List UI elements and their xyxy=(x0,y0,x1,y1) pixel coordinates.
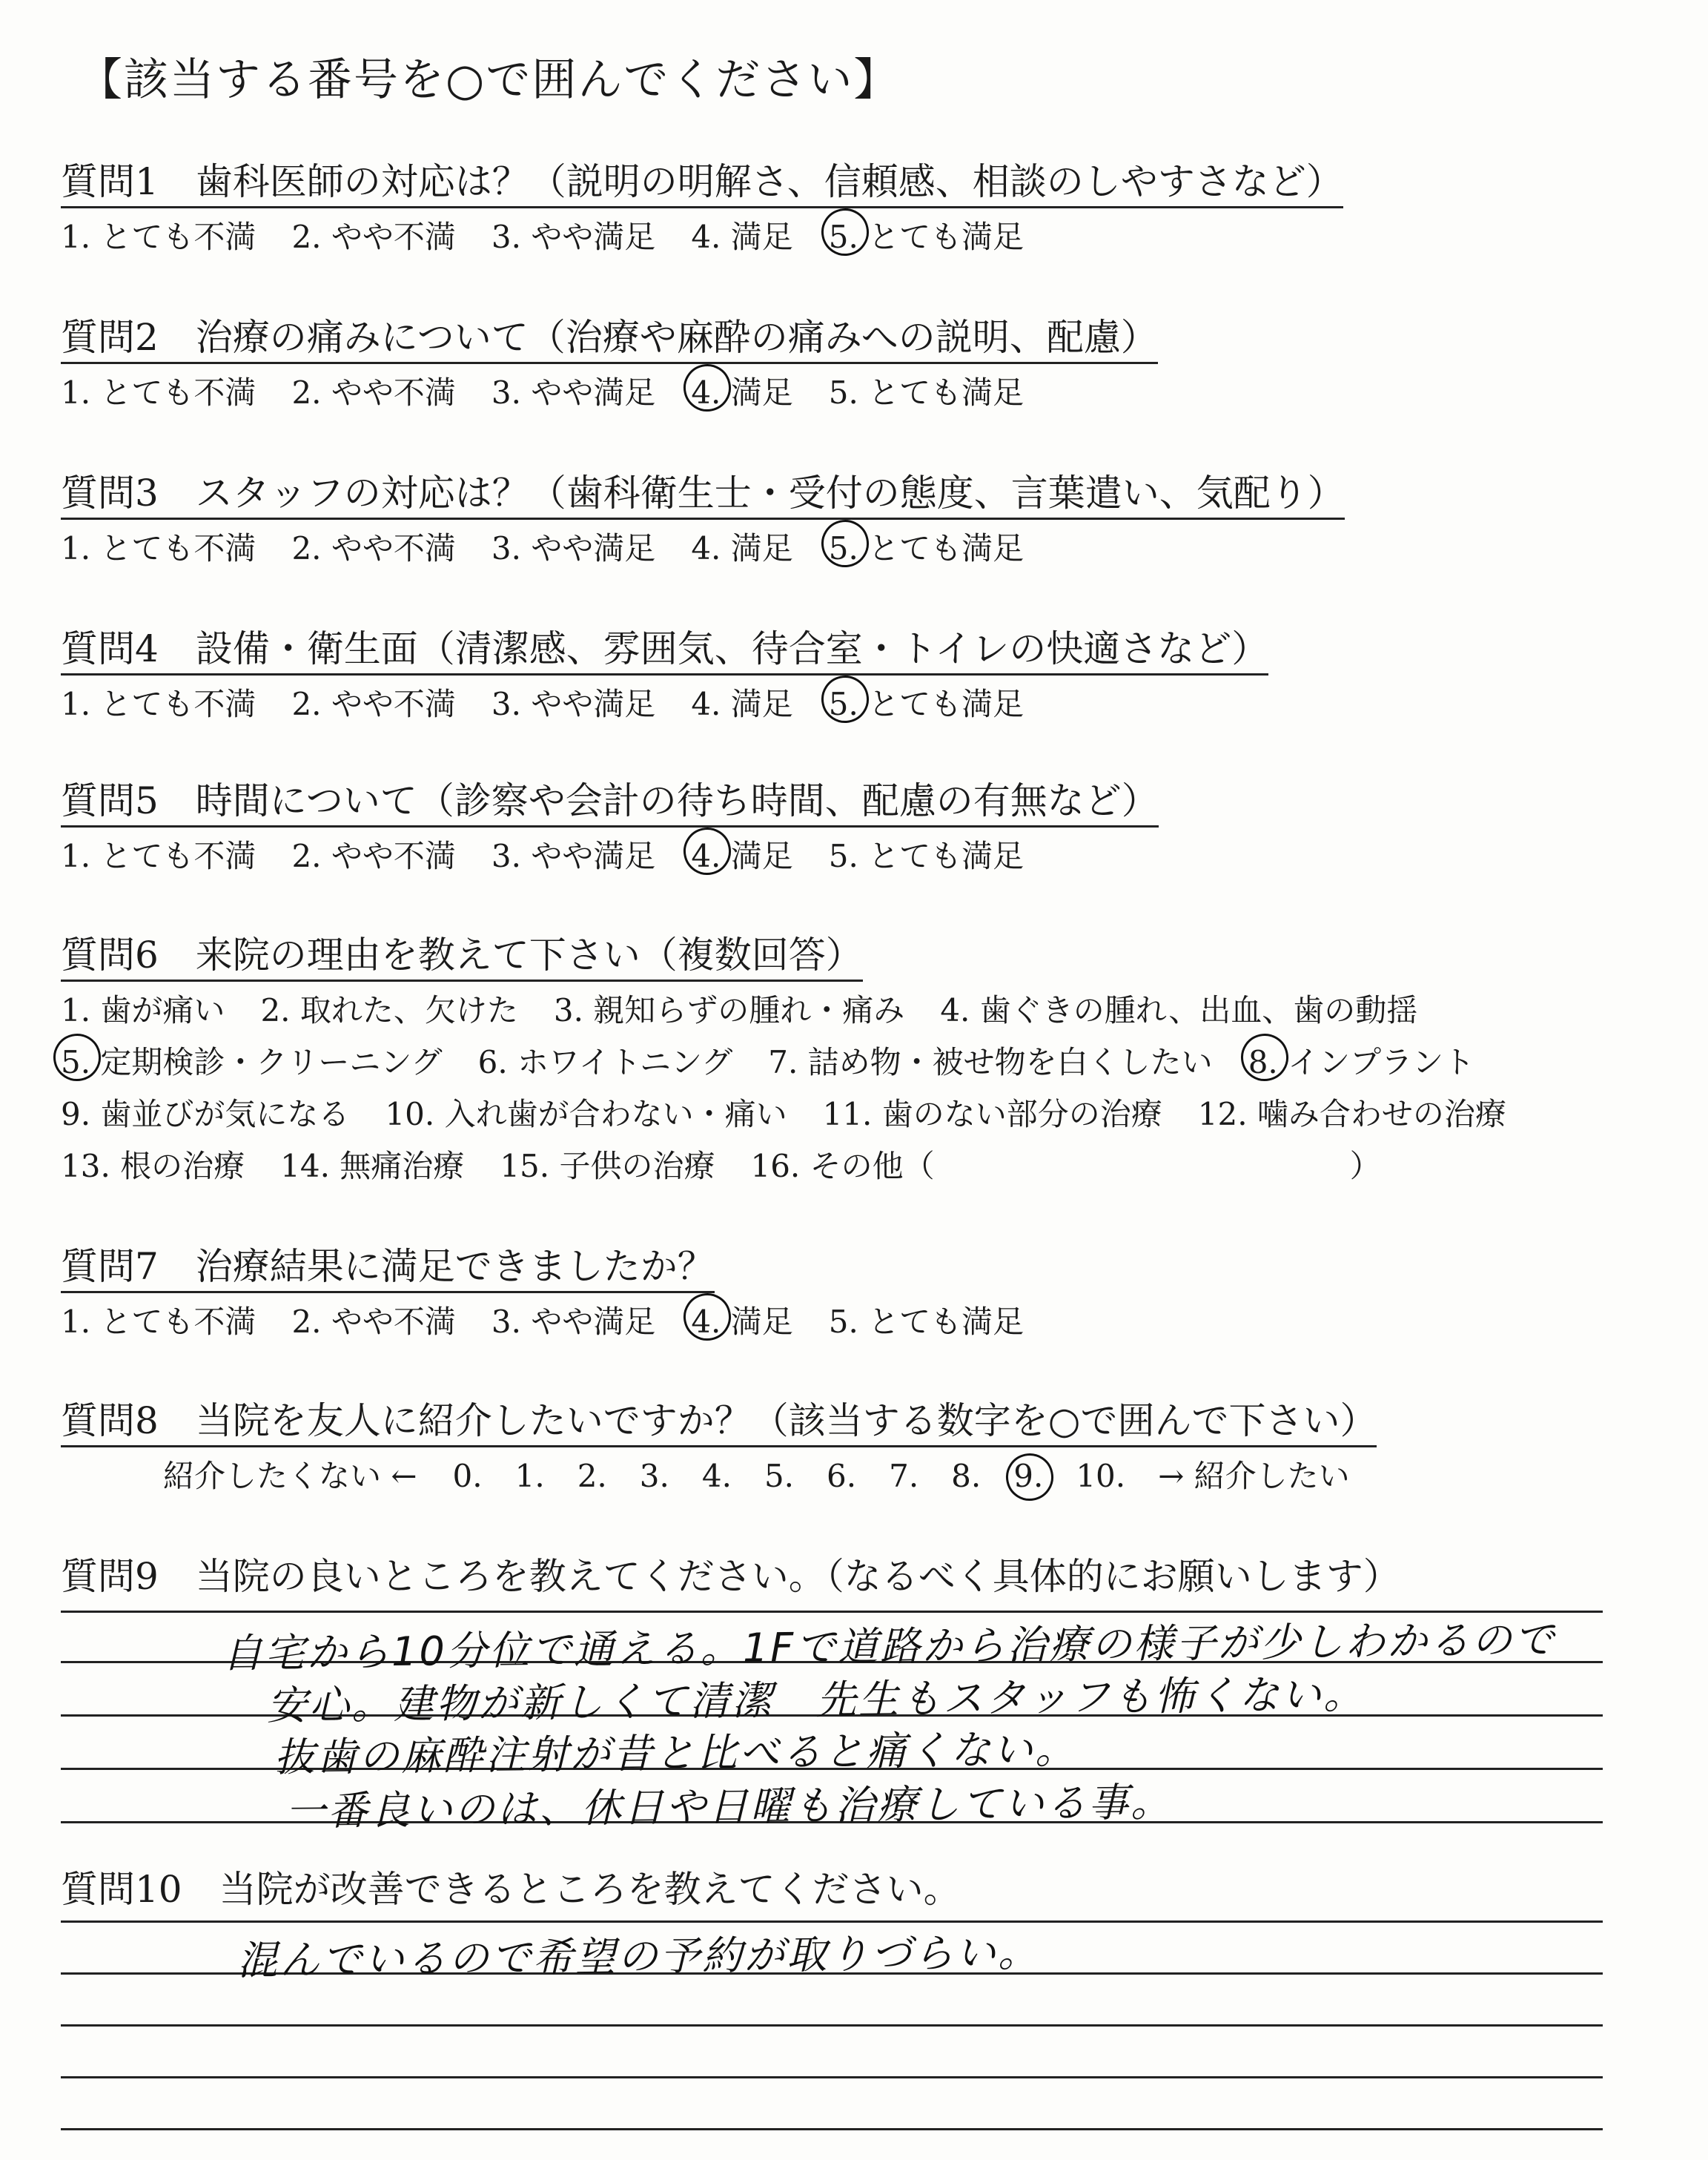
q6-option[interactable]: 8. インプラント xyxy=(1248,1038,1474,1083)
question-7-label: 質問7 治療結果に満足できましたか？ xyxy=(61,1237,715,1290)
q6-option[interactable]: 2. 取れた、欠けた xyxy=(260,992,518,1028)
option-1[interactable]: 1. とても不満 xyxy=(61,219,256,255)
q6-option[interactable]: 1. 歯が痛い xyxy=(61,992,225,1028)
scale-value-10[interactable]: 10. xyxy=(1076,1458,1126,1494)
q6-option[interactable]: 15. 子供の治療 xyxy=(500,1148,715,1184)
option-5[interactable]: 5. とても満足 xyxy=(829,213,1024,257)
option-3[interactable]: 3. やや満足 xyxy=(491,219,656,255)
option-1[interactable]: 1. とても不満 xyxy=(61,686,256,722)
question-1-label: 質問1 歯科医師の対応は？（説明の明解さ、信頼感、相談のしやすさなど） xyxy=(61,152,1343,205)
option-2[interactable]: 2. やや不満 xyxy=(291,838,456,874)
option-5[interactable]: 5. とても満足 xyxy=(828,1304,1025,1340)
option-4[interactable]: 4. 満足 xyxy=(691,686,793,722)
option-1[interactable]: 1. とても不満 xyxy=(61,838,256,874)
scale-value-4[interactable]: 4. xyxy=(701,1458,732,1494)
q6-option[interactable]: 4. 歯ぐきの腫れ、出血、歯の動揺 xyxy=(940,992,1418,1028)
question-2-options xyxy=(61,369,1059,413)
question-3-label: 質問3 スタッフの対応は？（歯科衛生士・受付の態度、言葉遣い、気配り） xyxy=(61,463,1345,517)
option-3[interactable]: 3. やや満足 xyxy=(491,530,656,567)
question-3-options xyxy=(61,524,1059,569)
q6-row-3 xyxy=(61,1090,1542,1135)
option-2[interactable]: 2. やや不満 xyxy=(291,686,456,722)
scale-value-1[interactable]: 1. xyxy=(514,1458,545,1494)
option-5[interactable]: 5. とても満足 xyxy=(828,374,1025,411)
q6-option[interactable]: 12. 噛み合わせの治療 xyxy=(1197,1096,1506,1132)
scale-left-label: 紹介したくない ← xyxy=(163,1458,417,1494)
scale-right-label: → 紹介したい xyxy=(1158,1458,1350,1494)
q6-row-4 xyxy=(61,1142,1417,1186)
option-3[interactable]: 3. やや満足 xyxy=(491,838,656,874)
scale-value-3[interactable]: 3. xyxy=(639,1458,669,1494)
option-4[interactable]: 4. 満足 xyxy=(691,1298,792,1342)
scale-value-9[interactable]: 9. xyxy=(1013,1458,1044,1494)
question-4-label: 質問4 設備・衛生面（清潔感、雰囲気、待合室・トイレの快適さなど） xyxy=(61,619,1268,673)
option-1[interactable]: 1. とても不満 xyxy=(61,530,256,567)
option-3[interactable]: 3. やや満足 xyxy=(491,374,656,411)
question-4-options xyxy=(61,680,1059,724)
q6-option[interactable]: 5. 定期検診・クリーニング xyxy=(61,1038,443,1083)
question-7-options xyxy=(61,1298,1059,1342)
page-title: 【該当する番号を○で囲んでください】 xyxy=(78,54,900,106)
answer-line xyxy=(61,2024,1603,2027)
question-1-options xyxy=(61,213,1059,257)
q6-row-1 xyxy=(61,986,1453,1031)
scale-value-7[interactable]: 7. xyxy=(889,1458,919,1494)
option-2[interactable]: 2. やや不満 xyxy=(291,1304,456,1340)
question-6-label: 質問6 来院の理由を教えて下さい（複数回答） xyxy=(61,925,863,979)
answer-line xyxy=(61,2076,1603,2078)
option-1[interactable]: 1. とても不満 xyxy=(61,374,256,411)
q9-answer-line-4: 一番良いのは、休日や日曜も治療している事。 xyxy=(285,1778,1174,1835)
scale-value-6[interactable]: 6. xyxy=(827,1458,857,1494)
scale-value-8[interactable]: 8. xyxy=(951,1458,982,1494)
question-10-label: 質問10 当院が改善できるところを教えてください。 xyxy=(61,1868,961,1911)
answer-line xyxy=(61,2128,1603,2130)
q6-option[interactable]: ） xyxy=(1349,1148,1381,1184)
option-4[interactable]: 4. 満足 xyxy=(691,219,793,255)
option-4[interactable]: 4. 満足 xyxy=(691,369,792,413)
option-4[interactable]: 4. 満足 xyxy=(691,530,793,567)
option-4[interactable]: 4. 満足 xyxy=(691,832,792,876)
q6-option[interactable]: 9. 歯並びが気になる xyxy=(61,1096,350,1132)
q6-option[interactable]: 16. その他（ xyxy=(750,1148,935,1184)
option-2[interactable]: 2. やや不満 xyxy=(291,374,456,411)
option-1[interactable]: 1. とても不満 xyxy=(61,1304,256,1340)
option-3[interactable]: 3. やや満足 xyxy=(491,1304,656,1340)
q6-option[interactable]: 11. 歯のない部分の治療 xyxy=(822,1096,1162,1132)
q9-answer-line-1: 自宅から10分位で通える。1Fで道路から治療の様子が少しわかるので xyxy=(222,1616,1557,1677)
scale-value-0[interactable]: 0. xyxy=(452,1458,483,1494)
q6-option[interactable]: 6. ホワイトニング xyxy=(477,1044,733,1080)
option-5[interactable]: 5. とても満足 xyxy=(828,838,1025,874)
q6-option[interactable]: 13. 根の治療 xyxy=(61,1148,245,1184)
q6-option[interactable]: 3. 親知らずの腫れ・痛み xyxy=(553,992,905,1028)
question-5-options xyxy=(61,832,1059,876)
question-5-label: 質問5 時間について（診察や会計の待ち時間、配慮の有無など） xyxy=(61,771,1159,825)
q9-answer-line-3: 抜歯の麻酔注射が昔と比べると痛くない。 xyxy=(274,1725,1078,1781)
question-8-label: 質問8 当院を友人に紹介したいですか？（該当する数字を○で囲んで下さい） xyxy=(61,1391,1377,1444)
option-3[interactable]: 3. やや満足 xyxy=(491,686,656,722)
question-9-label: 質問9 当院の良いところを教えてください。（なるべく具体的にお願いします） xyxy=(61,1555,1400,1598)
q9-answer-line-2: 安心。建物が新しくて清潔 先生もスタッフも怖くない。 xyxy=(266,1671,1366,1729)
q10-answer-line-1: 混んでいるので希望の予約が取りづらい。 xyxy=(236,1929,1041,1984)
scale-value-2[interactable]: 2. xyxy=(577,1458,607,1494)
question-8-scale xyxy=(163,1452,1350,1496)
q6-option[interactable]: 10. 入れ歯が合わない・痛い xyxy=(385,1096,787,1132)
question-2-label: 質問2 治療の痛みについて（治療や麻酔の痛みへの説明、配慮） xyxy=(61,308,1158,361)
q6-option[interactable]: 7. 詰め物・被せ物を白くしたい xyxy=(768,1044,1213,1080)
option-5[interactable]: 5. とても満足 xyxy=(829,524,1024,569)
option-5[interactable]: 5. とても満足 xyxy=(829,680,1024,724)
scale-value-5[interactable]: 5. xyxy=(764,1458,795,1494)
option-2[interactable]: 2. やや不満 xyxy=(291,219,456,255)
q6-row-2 xyxy=(61,1038,1510,1083)
option-2[interactable]: 2. やや不満 xyxy=(291,530,456,567)
q6-option[interactable]: 14. 無痛治療 xyxy=(280,1148,465,1184)
